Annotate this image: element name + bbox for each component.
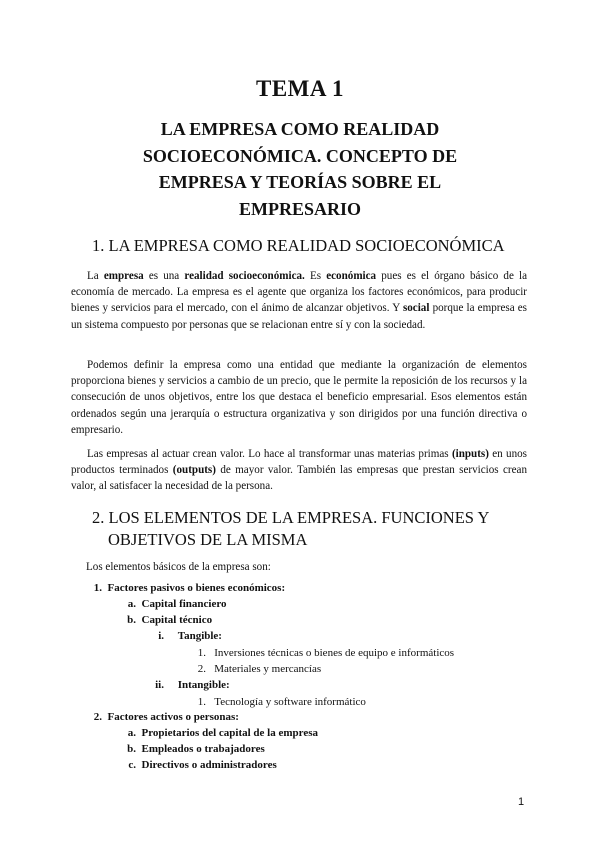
list-item: 2. Factores activos o personas: bbox=[93, 711, 239, 723]
bold-run: realidad socioeconómica. bbox=[184, 270, 305, 282]
list-item: 1. Factores pasivos o bienes económicos: bbox=[93, 582, 286, 594]
bold-run: (inputs) bbox=[451, 448, 489, 460]
list-item: i. Tangible: bbox=[158, 630, 222, 642]
text-run: es una bbox=[143, 270, 185, 282]
page-subtitle bbox=[0, 116, 600, 222]
bold-run: (outputs) bbox=[172, 464, 216, 477]
text-run: La bbox=[87, 270, 104, 282]
text-run: de mayor valor. También las empresas que prestan servicios crean valor, al satisfacer la necesidad de la persona. bbox=[71, 464, 527, 493]
page-title: TEMA 1 bbox=[256, 76, 344, 101]
page-number: 1 bbox=[518, 796, 525, 808]
bold-run: social bbox=[402, 302, 430, 315]
list-item: a. Capital financiero bbox=[127, 598, 227, 610]
list-item: c. Directivos o administradores bbox=[128, 759, 277, 771]
section1-paragraph-3 bbox=[71, 446, 527, 495]
list-item: 1. Tecnología y software informático bbox=[197, 696, 366, 708]
subtitle-line: LA EMPRESA COMO REALIDAD bbox=[160, 119, 440, 139]
text-run: Las empresas al actuar crean valor. Lo hace al transformar unas materias primas bbox=[87, 448, 452, 460]
text-run: en unos productos terminados bbox=[71, 448, 527, 477]
section2-intro: Los elementos básicos de la empresa son: bbox=[86, 561, 271, 573]
section1-paragraph-2 bbox=[71, 357, 527, 438]
bold-run: económica bbox=[326, 270, 377, 282]
bold-run: empresa bbox=[103, 270, 144, 282]
text-run: Podemos definir la empresa como una entidad que mediante la organización de elementos proporciona bienes y servicios a cambio de un precio, que le permite la reposición de los recursos y la consecución de unos objetivos, entre los que destaca el beneficio empresarial. Esos elementos están ordenados según una jerarquía o estructura organizativa y son dirigidos por una función directiva o empresario. bbox=[71, 359, 527, 436]
section1-heading: 1. LA EMPRESA COMO REALIDAD SOCIOECONÓMICA bbox=[92, 236, 505, 255]
heading-line: OBJETIVOS DE LA MISMA bbox=[108, 530, 308, 549]
text-run: Es bbox=[304, 270, 327, 282]
section2-heading bbox=[92, 507, 522, 551]
subtitle-line: EMPRESA Y TEORÍAS SOBRE EL bbox=[158, 172, 442, 192]
subtitle-line: SOCIOECONÓMICA. CONCEPTO DE bbox=[142, 145, 458, 166]
list-item: 1. Inversiones técnicas o bienes de equipo e informáticos bbox=[197, 647, 455, 659]
list-item: b. Empleados o trabajadores bbox=[127, 743, 265, 755]
list-item: ii. Intangible: bbox=[155, 679, 230, 691]
list-item: 2. Materiales y mercancías bbox=[197, 663, 322, 675]
heading-line: 2. LOS ELEMENTOS DE LA EMPRESA. FUNCIONES Y bbox=[92, 508, 490, 527]
list-item: a. Propietarios del capital de la empresa bbox=[127, 727, 318, 739]
text-run: pues es el órgano básico de la economía de mercado. La empresa es el agente que organiza los factores económicos, para producir bienes y servicios para el mercado, con el ánimo de alcanzar objetivos. Y bbox=[71, 270, 528, 315]
section1-paragraph-1 bbox=[71, 268, 527, 333]
text-run: porque la empresa es un sistema compuesto por personas que se relacionan entre sí y con la sociedad. bbox=[71, 302, 527, 331]
subtitle-line: EMPRESARIO bbox=[238, 198, 361, 219]
list-item: b. Capital técnico bbox=[127, 614, 213, 626]
